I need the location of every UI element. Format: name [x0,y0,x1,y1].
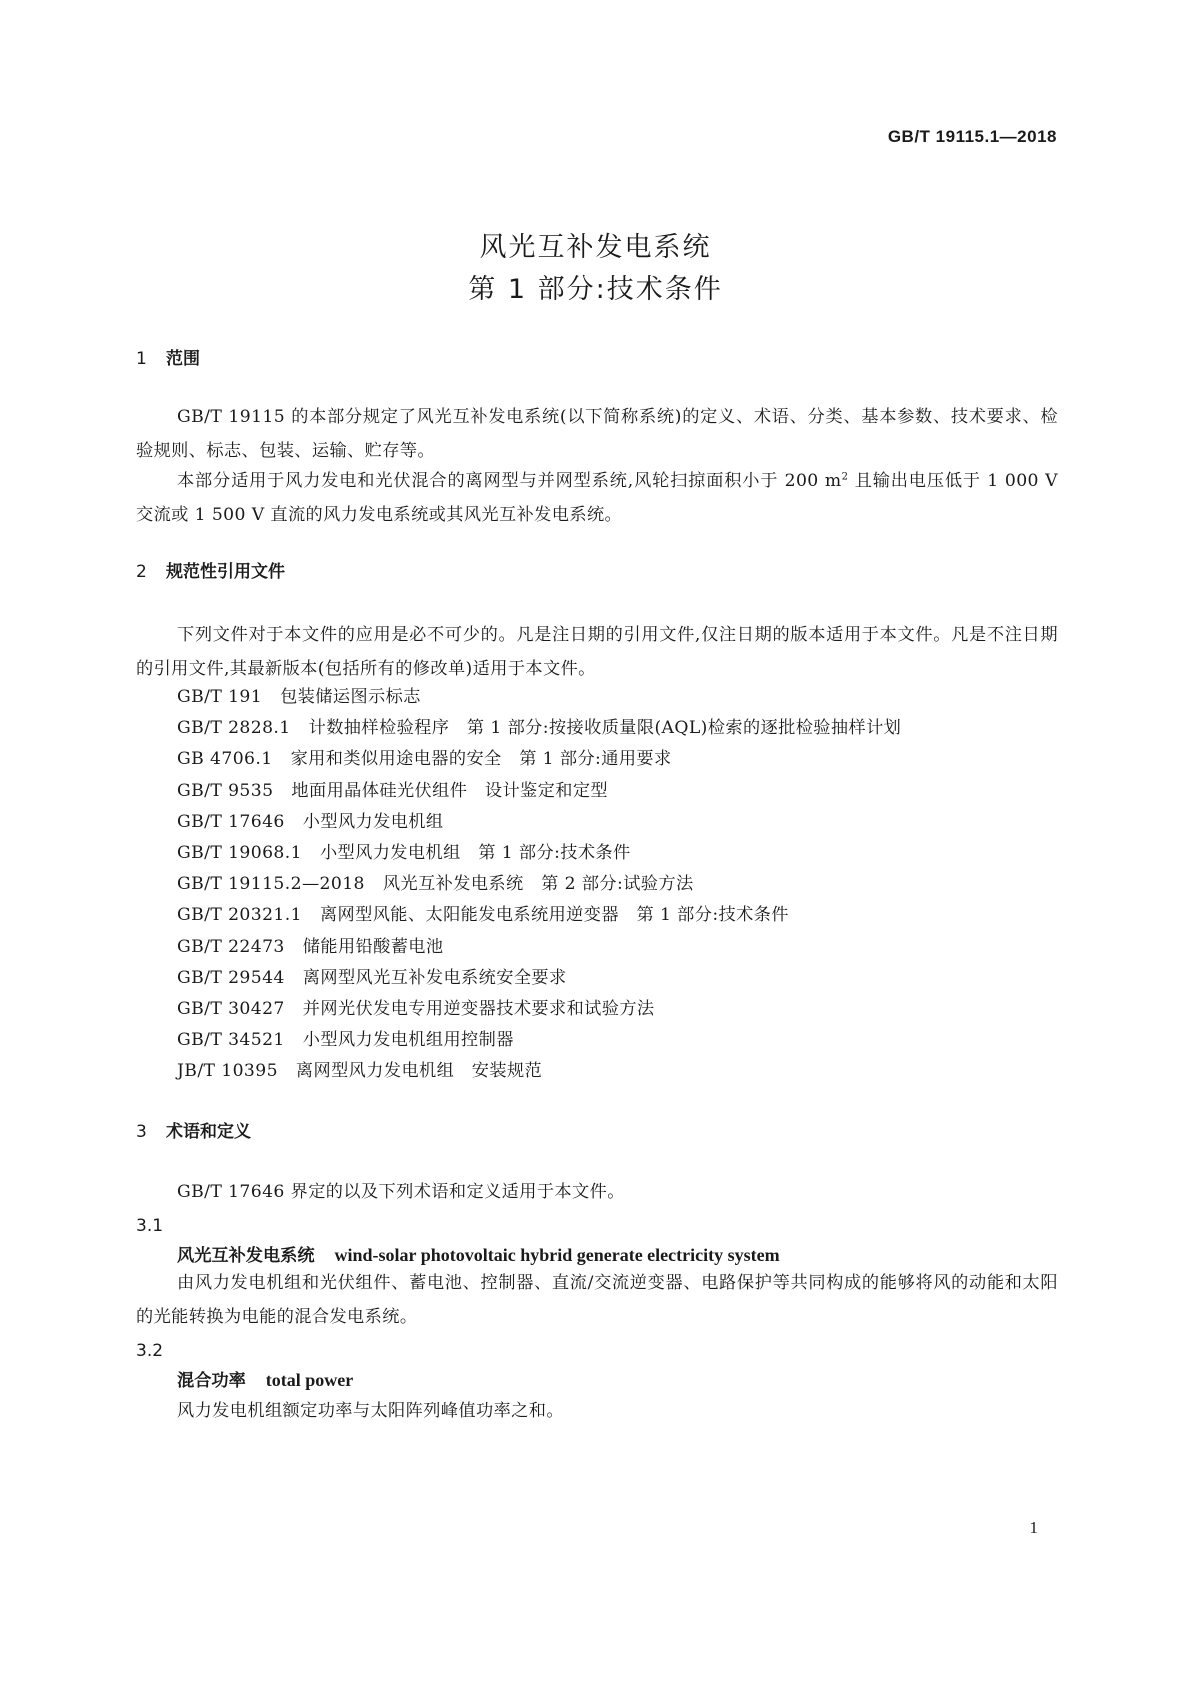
scope-paragraph-2 [136,464,1058,532]
reference-item [177,685,421,709]
reference-title: 地面用晶体硅光伏组件 设计鉴定和定型 [291,781,608,801]
section-title: 术语和定义 [166,1122,251,1142]
reference-code: JB/T 10395 [177,1061,278,1081]
reference-item [177,716,901,740]
document-title: 风光互补发电系统 [479,232,712,263]
section-number: 1 [136,349,147,369]
reference-item [177,997,655,1021]
term-title [177,1243,780,1268]
section-number: 3 [136,1122,147,1142]
reference-code: GB/T 34521 [177,1030,285,1050]
reference-item [177,1028,514,1052]
normative-intro-paragraph: 下列文件对于本文件的应用是必不可少的。凡是注日期的引用文件,仅注日期的版本适用于本文件。凡是不注日期的引用文件,其最新版本(包括所有的修改单)适用于本文件。 [136,625,1058,679]
term-definition: 由风力发电机组和光伏组件、蓄电池、控制器、直流/交流逆变器、电路保护等共同构成的能够将风的动能和太阳的光能转换为电能的混合发电系统。 [136,1273,1058,1327]
reference-item [177,903,789,927]
terms-intro: GB/T 17646 界定的以及下列术语和定义适用于本文件。 [177,1182,625,1202]
reference-item [177,1059,542,1083]
reference-item [177,935,443,959]
reference-title: 离网型风能、太阳能发电系统用逆变器 第 1 部分:技术条件 [319,905,789,925]
reference-item [177,841,631,865]
section-3-heading [136,1120,251,1144]
reference-code: GB/T 30427 [177,999,285,1019]
reference-title: 小型风力发电机组 第 1 部分:技术条件 [319,843,631,863]
reference-code: GB/T 22473 [177,937,285,957]
term-chinese: 混合功率 [177,1371,246,1391]
reference-title: 离网型风光互补发电系统安全要求 [302,968,567,988]
reference-item [177,966,567,990]
term-definition: 风力发电机组额定功率与太阳阵列峰值功率之和。 [177,1401,564,1421]
term-english: total power [265,1370,354,1390]
scope-text-a: 本部分适用于风力发电和光伏混合的离网型与并网型系统,风轮扫掠面积小于 200 m [177,471,842,491]
reference-title: 小型风力发电机组用控制器 [302,1030,514,1050]
reference-code: GB/T 191 [177,687,263,707]
reference-title: 包装储运图示标志 [280,687,421,707]
reference-item [177,872,694,896]
reference-code: GB/T 20321.1 [177,905,302,925]
page-number: 1 [1029,1518,1038,1537]
section-1-heading [136,347,200,371]
section-title: 范围 [166,349,200,369]
term-chinese: 风光互补发电系统 [177,1246,315,1266]
scope-paragraph-1: GB/T 19115 的本部分规定了风光互补发电系统(以下简称系统)的定义、术语、分类、基本参数、技术要求、检验规则、标志、包装、运输、贮存等。 [136,407,1058,461]
reference-item [177,779,608,803]
section-2-heading [136,560,285,584]
reference-code: GB/T 19115.2—2018 [177,874,365,894]
reference-title: 计数抽样检验程序 第 1 部分:按接收质量限(AQL)检索的逐批检验抽样计划 [308,718,902,738]
reference-item [177,747,672,771]
reference-code: GB/T 17646 [177,812,285,832]
reference-title: 家用和类似用途电器的安全 第 1 部分:通用要求 [290,749,672,769]
term-number: 3.2 [136,1341,164,1361]
standard-code: GB/T 19115.1—2018 [887,127,1057,146]
section-number: 2 [136,562,147,582]
area-superscript: 2 [841,471,849,483]
scope-text-b: 且输出电压低于 1 000 V 交流或 1 500 V 直流的风力发电系统或其风光互补发电系统。 [136,471,1058,525]
reference-item [177,810,443,834]
reference-code: GB/T 19068.1 [177,843,302,863]
term-english: wind-solar photovoltaic hybrid generate electricity system [334,1245,780,1265]
reference-title: 风光互补发电系统 第 2 部分:试验方法 [382,874,694,894]
reference-code: GB/T 9535 [177,781,274,801]
section-title: 规范性引用文件 [166,562,285,582]
term-number: 3.1 [136,1216,164,1236]
reference-code: GB/T 2828.1 [177,718,291,738]
reference-code: GB/T 29544 [177,968,285,988]
document-subtitle: 第 1 部分:技术条件 [468,274,723,305]
reference-title: 离网型风力发电机组 安装规范 [295,1061,543,1081]
term-title [177,1368,353,1393]
reference-code: GB 4706.1 [177,749,273,769]
reference-title: 储能用铅酸蓄电池 [302,937,444,957]
reference-title: 小型风力发电机组 [302,812,444,832]
reference-title: 并网光伏发电专用逆变器技术要求和试验方法 [302,999,655,1019]
